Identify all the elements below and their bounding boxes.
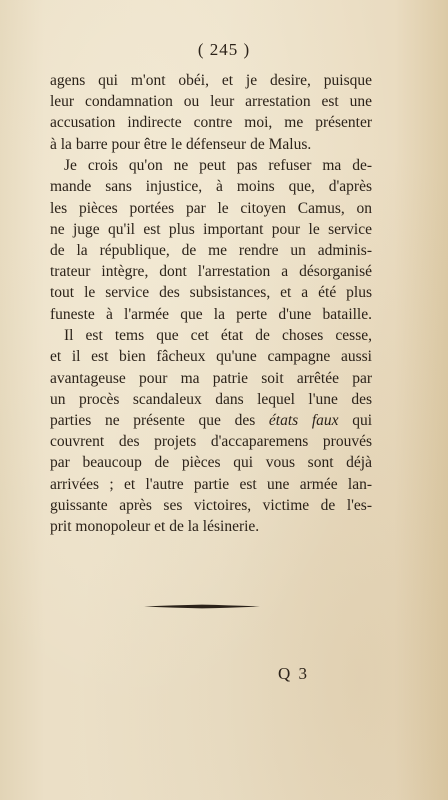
text-fragment: qui (352, 412, 372, 429)
text-line: leur condamnation ou leur arrestation est une (50, 93, 372, 111)
text-line: les pièces portées par le citoyen Camus, on (50, 199, 372, 217)
text-line: de la république, de me rendre un adminis- (50, 242, 372, 259)
paragraph-3 (50, 325, 372, 537)
text-line: ne juge qu'il est plus important pour le service (50, 220, 372, 238)
text-line: arrivées ; et l'autre partie est une armée lan- (50, 475, 372, 493)
text-fragment: parties ne présente que des (50, 412, 256, 429)
text-line: à la barre pour être le défenseur de Malus. (50, 135, 312, 153)
emphasized-text: états faux (268, 412, 339, 429)
paragraph-1 (50, 70, 372, 155)
text-line: mande sans injustice, à moins que, d'après (50, 178, 372, 196)
text-line: et il est bien fâcheux qu'une campagne aussi (50, 348, 372, 366)
text-line: Je crois qu'on ne peut pas refuser ma de- (64, 157, 372, 175)
rule-ornament (144, 604, 260, 609)
text-line: couvrent des projets d'accaparemens prouvés (50, 433, 372, 451)
text-line: funeste à l'armée que la perte d'une bataille. (50, 305, 372, 323)
text-line-with-emphasis (50, 410, 372, 431)
text-line: prit monopoleur et de la lésinerie. (50, 517, 260, 535)
text-line: Il est tems que cet état de choses cesse, (64, 327, 372, 345)
text-line: tout le service des subsistances, et a été plus (50, 284, 372, 302)
text-line: agens qui m'ont obéi, et je desire, puisque (50, 72, 372, 89)
text-line: accusation indirecte contre moi, me présenter (50, 114, 372, 132)
body-text (50, 70, 372, 537)
text-line: guissante après ses victoires, victime de l'es- (50, 496, 372, 514)
page-number: ( 245 ) (197, 40, 251, 59)
signature-mark: Q 3 (278, 664, 310, 683)
text-line: par beaucoup de pièces qui vous sont déjà (50, 454, 372, 472)
text-line: un procès scandaleux dans lequel l'une des (50, 390, 372, 408)
paragraph-2 (50, 155, 372, 325)
text-line: trateur intègre, dont l'arrestation a désorganisé (50, 263, 372, 281)
text-line: avantageuse pour ma patrie soit arrêtée par (50, 369, 372, 387)
